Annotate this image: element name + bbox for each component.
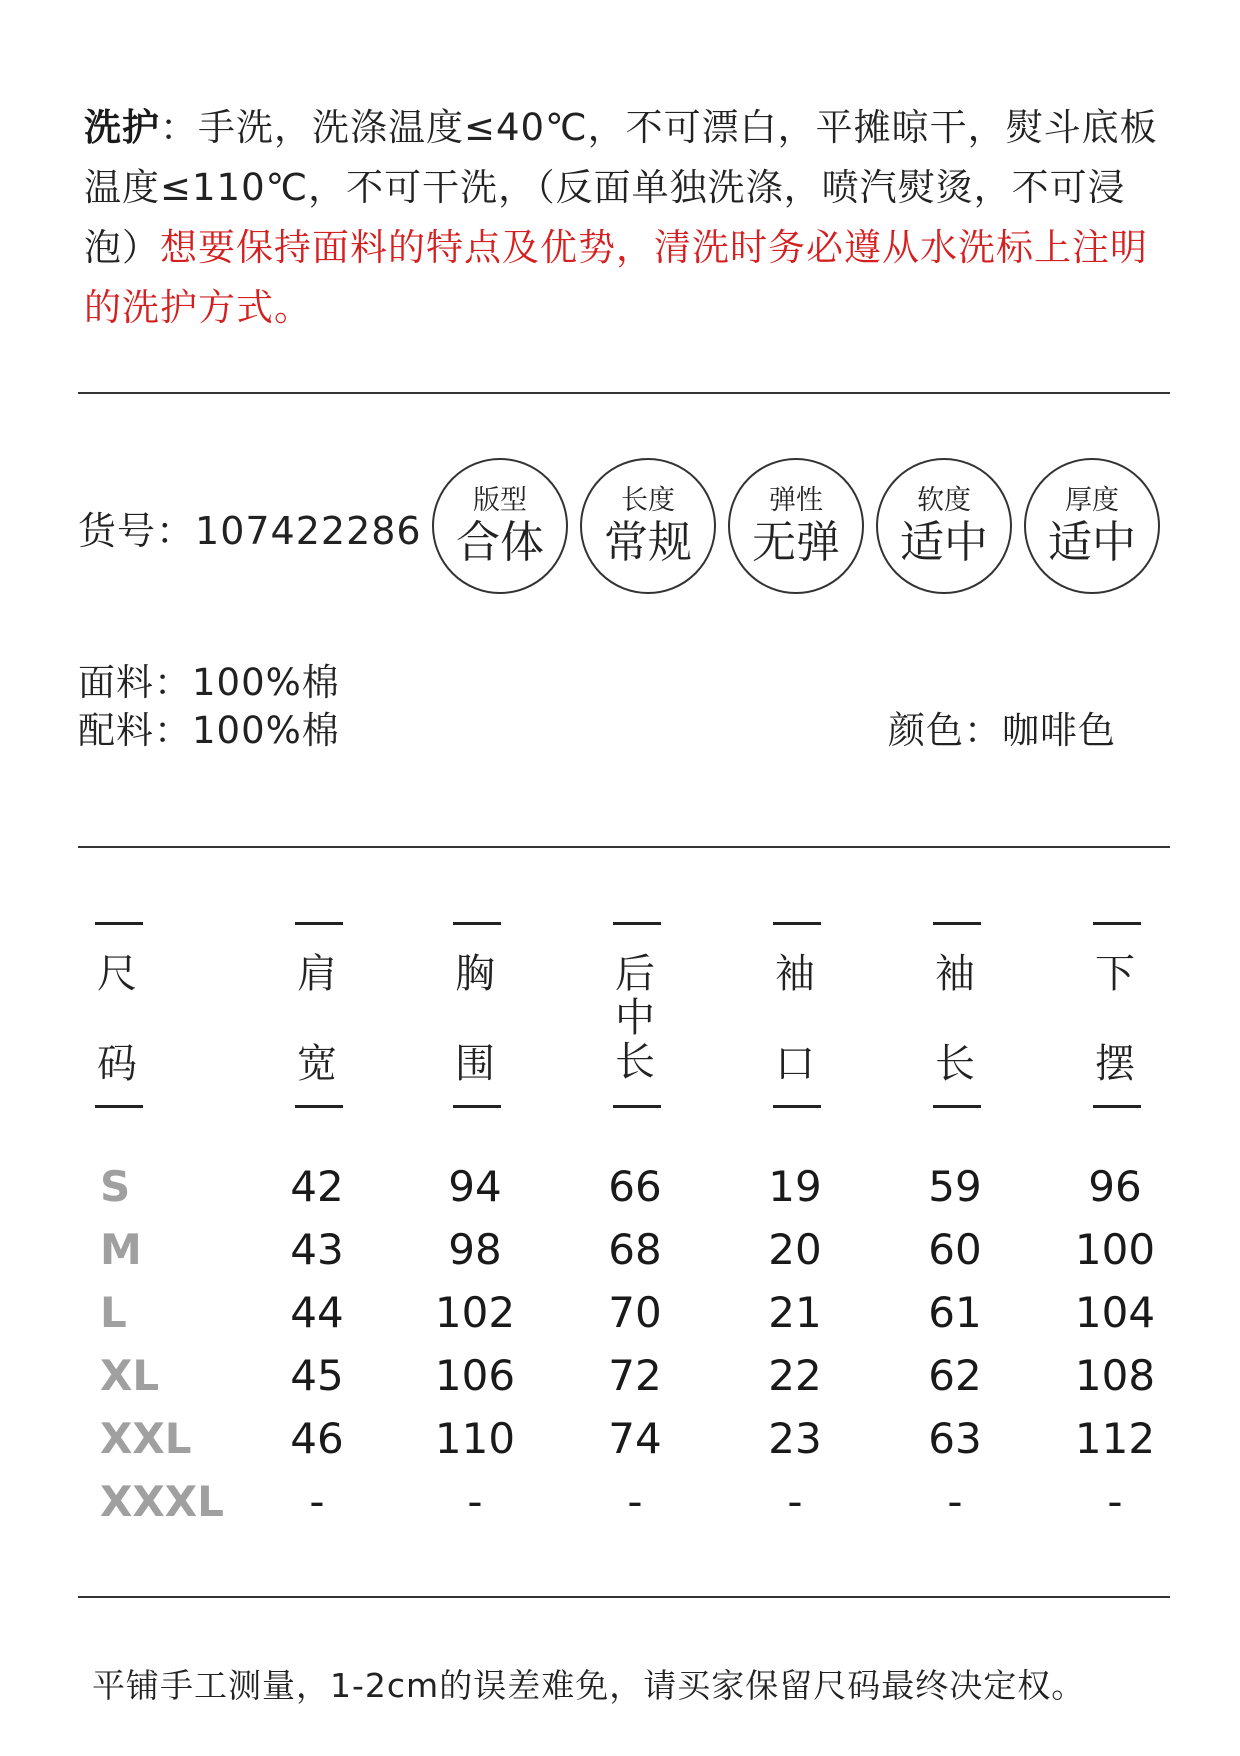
header-char: 后: [615, 951, 655, 997]
table-cell: 106: [434, 1351, 516, 1400]
header-bar-top: [1093, 922, 1141, 925]
lining: [78, 700, 340, 754]
table-cell: 66: [608, 1162, 662, 1211]
header-char: 尺: [97, 951, 137, 997]
header-char: 摆: [1095, 1041, 1135, 1087]
header-char: 口: [775, 1041, 815, 1087]
header-char: 长: [935, 1041, 975, 1087]
divider-1: [78, 392, 1170, 394]
table-cell: 100: [1074, 1225, 1156, 1274]
header-bar-bottom: [1093, 1105, 1141, 1108]
fabric-value: 100%棉: [192, 661, 340, 704]
table-cell: 72: [608, 1351, 662, 1400]
table-cell: 63: [928, 1414, 982, 1463]
sku: [78, 500, 422, 555]
attribute-title: 厚度: [1065, 485, 1119, 516]
header-bar-top: [453, 922, 501, 925]
table-cell: 70: [608, 1288, 662, 1337]
lining-value: 100%棉: [192, 709, 340, 752]
attribute-value: 合体: [456, 517, 544, 568]
header-char: 袖: [775, 951, 815, 997]
header-bar-top: [933, 922, 981, 925]
header-char: 下: [1095, 951, 1135, 997]
table-cell: 19: [768, 1162, 822, 1211]
table-cell: 98: [448, 1225, 502, 1274]
header-bar-bottom: [933, 1105, 981, 1108]
header-shoulder: [262, 922, 372, 1112]
attribute-thickness: [1024, 458, 1160, 594]
header-bar-bottom: [453, 1105, 501, 1108]
lining-label: 配料：: [78, 709, 192, 752]
table-cell: 104: [1074, 1288, 1156, 1337]
attribute-value: 无弹: [752, 517, 840, 568]
table-cell: 112: [1074, 1414, 1156, 1463]
attribute-value: 适中: [1048, 517, 1136, 568]
care-colon: ：: [160, 106, 198, 149]
header-bar-bottom: [295, 1105, 343, 1108]
header-cuff: [740, 922, 850, 1112]
size-label: XXXL: [100, 1477, 224, 1526]
table-cell: 23: [768, 1414, 822, 1463]
table-cell: 61: [928, 1288, 982, 1337]
color-value: 咖啡色: [1002, 709, 1116, 752]
attribute-title: 长度: [621, 485, 675, 516]
care-instructions: [84, 98, 1164, 338]
table-cell: 108: [1074, 1351, 1156, 1400]
attribute-fit: [432, 458, 568, 594]
table-cell: 20: [768, 1225, 822, 1274]
header-chest: [420, 922, 530, 1112]
header-char: 码: [97, 1041, 137, 1087]
size-label: L: [100, 1288, 127, 1337]
fabric-label: 面料：: [78, 661, 192, 704]
care-text: 手洗，洗涤温度≤40℃，不可漂白，平摊晾干，熨斗底板温度≤110℃，不可干洗，（反面单独洗涤，喷汽熨烫，不可浸泡）: [84, 106, 1158, 269]
size-label: S: [100, 1162, 131, 1211]
measurement-note: 平铺手工测量，1-2cm的误差难免，请买家保留尺码最终决定权。: [92, 1666, 1086, 1705]
header-back-length: [580, 922, 690, 1112]
care-label: 洗护: [84, 106, 160, 149]
header-bar-top: [613, 922, 661, 925]
attribute-value: 适中: [900, 517, 988, 568]
header-bar-bottom: [95, 1105, 143, 1108]
size-label: XL: [100, 1351, 160, 1400]
table-cell: -: [947, 1477, 963, 1526]
attribute-length: [580, 458, 716, 594]
care-warning: 想要保持面料的特点及优势，清洗时务必遵从水洗标上注明的洗护方式。: [84, 226, 1148, 329]
table-cell: 68: [608, 1225, 662, 1274]
attribute-elasticity: [728, 458, 864, 594]
table-cell: 62: [928, 1351, 982, 1400]
attribute-softness: [876, 458, 1012, 594]
header-hem: [1060, 922, 1170, 1112]
fabric: [78, 652, 340, 706]
attribute-title: 弹性: [769, 485, 823, 516]
table-cell: -: [627, 1477, 643, 1526]
table-cell: 60: [928, 1225, 982, 1274]
table-cell: -: [1107, 1477, 1123, 1526]
color-label: 颜色：: [888, 709, 1002, 752]
attribute-value: 常规: [604, 517, 692, 568]
header-size: [62, 922, 172, 1112]
header-char: 围: [455, 1041, 495, 1087]
attribute-title: 版型: [473, 485, 527, 516]
header-char: 袖: [935, 951, 975, 997]
table-cell: 94: [448, 1162, 502, 1211]
header-char: 宽: [297, 1041, 337, 1087]
table-cell: 59: [928, 1162, 982, 1211]
table-cell: 74: [608, 1414, 662, 1463]
table-cell: 46: [290, 1414, 344, 1463]
table-cell: 110: [434, 1414, 516, 1463]
divider-2: [78, 846, 1170, 848]
table-cell: 43: [290, 1225, 344, 1274]
table-cell: 22: [768, 1351, 822, 1400]
table-cell: -: [467, 1477, 483, 1526]
product-color: [888, 700, 1116, 754]
table-cell: 102: [434, 1288, 516, 1337]
header-char: 长: [615, 1039, 655, 1085]
sku-label: 货号：: [78, 509, 196, 553]
size-label: XXL: [100, 1414, 192, 1463]
table-cell: 21: [768, 1288, 822, 1337]
sku-value: 107422286: [195, 509, 422, 553]
header-char: 中: [615, 995, 655, 1041]
header-bar-top: [295, 922, 343, 925]
header-char: 肩: [297, 951, 337, 997]
table-cell: 44: [290, 1288, 344, 1337]
header-char: 胸: [455, 951, 495, 997]
header-sleeve-length: [900, 922, 1010, 1112]
header-bar-bottom: [773, 1105, 821, 1108]
size-label: M: [100, 1225, 142, 1274]
table-cell: -: [787, 1477, 803, 1526]
table-cell: 45: [290, 1351, 344, 1400]
table-cell: 42: [290, 1162, 344, 1211]
header-bar-top: [95, 922, 143, 925]
table-cell: 96: [1088, 1162, 1142, 1211]
header-bar-bottom: [613, 1105, 661, 1108]
table-cell: -: [309, 1477, 325, 1526]
attribute-title: 软度: [917, 485, 971, 516]
header-bar-top: [773, 922, 821, 925]
divider-3: [78, 1596, 1170, 1598]
